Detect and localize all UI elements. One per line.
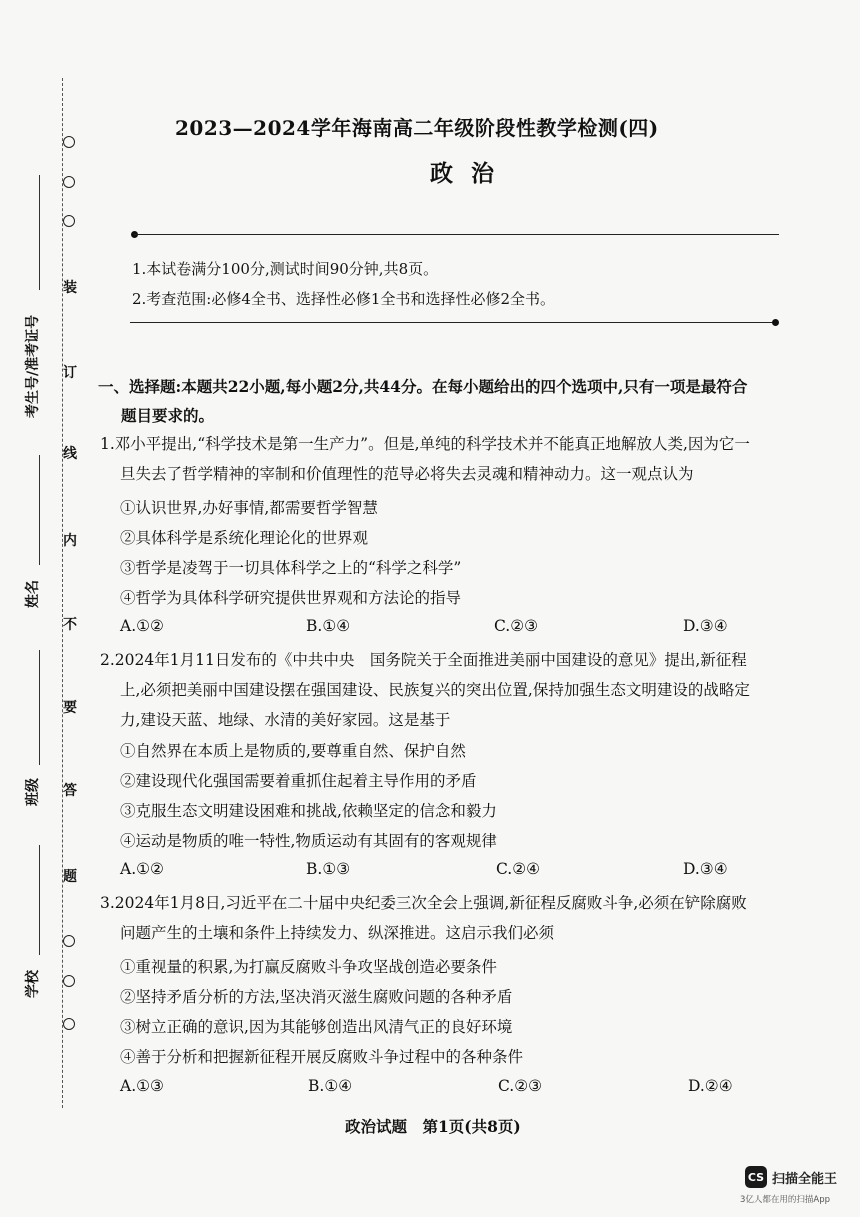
binding-char: 不 [63,617,77,633]
question-1-option-a[interactable]: A.①② [120,617,164,635]
question-3-item: ②坚持矛盾分析的方法,坚决消灭滋生腐败问题的各种矛盾 [120,988,513,1006]
question-2-stem: 力,建设天蓝、地绿、水清的美好家园。这是基于 [120,711,451,729]
question-3-stem: 问题产生的土壤和条件上持续发力、纵深推进。这启示我们必须 [120,924,555,942]
exam-id-field-line[interactable] [39,175,40,290]
binding-hole-circle [63,975,75,987]
class-field-label: 班级 [25,778,41,806]
school-field-label: 学校 [25,970,41,998]
question-3-option-c[interactable]: C.②③ [498,1077,543,1095]
question-1-item: ③哲学是凌驾于一切具体科学之上的“科学之科学” [120,559,462,577]
question-2-item: ②建设现代化强国需要着重抓住起着主导作用的矛盾 [120,772,477,790]
scanner-watermark [745,1166,837,1188]
page-footer: 政治试题 第1页(共8页) [345,1117,521,1136]
binding-hole-circle [63,215,75,227]
question-3-option-b[interactable]: B.①④ [308,1077,353,1095]
rule-dot [772,319,779,326]
binding-hole-circle [63,136,75,148]
question-2-stem: 上,必须把美丽中国建设摆在强国建设、民族复兴的突出位置,保持加强生态文明建设的战略定 [120,681,750,699]
question-2-option-b[interactable]: B.①③ [306,860,351,878]
binding-char: 要 [63,700,77,716]
school-field-line[interactable] [39,845,40,955]
question-3-option-a[interactable]: A.①③ [120,1077,164,1095]
question-2-option-d[interactable]: D.③④ [683,860,728,878]
exam-id-field-label: 考生号/准考证号 [25,314,41,418]
watermark-tagline: 3亿人都在用的扫描App [740,1195,831,1205]
question-1-option-d[interactable]: D.③④ [683,617,728,635]
binding-hole-circle [63,935,75,947]
question-2-item: ③克服生态文明建设困难和挑战,依赖坚定的信念和毅力 [120,802,497,820]
watermark-name: 扫描全能王 [772,1171,838,1187]
name-field-label: 姓名 [25,580,41,608]
subject-title: 政治 [430,160,512,187]
bottom-rule [130,322,775,323]
name-field-line[interactable] [39,455,40,565]
question-3-item: ①重视量的积累,为打赢反腐败斗争攻坚战创造必要条件 [120,958,497,976]
question-1-stem: 旦失去了哲学精神的宰制和价值理性的范导必将失去灵魂和精神动力。这一观点认为 [120,465,694,483]
binding-char: 订 [63,365,77,381]
question-3-option-d[interactable]: D.②④ [688,1077,733,1095]
question-1-item: ②具体科学是系统化理论化的世界观 [120,529,369,547]
section-heading-line: 题目要求的。 [121,406,215,425]
binding-char: 题 [63,869,77,885]
question-3-item: ④善于分析和把握新征程开展反腐败斗争过程中的各种条件 [120,1048,524,1066]
binding-dashed-line [62,78,63,1108]
question-1-item: ①认识世界,办好事情,都需要哲学智慧 [120,499,378,517]
question-1-item: ④哲学为具体科学研究提供世界观和方法论的指导 [120,589,462,607]
binding-hole-circle [63,1018,75,1030]
binding-char: 线 [63,446,77,462]
binding-char: 答 [63,783,77,799]
question-3-stem: 3.2024年1月8日,习近平在二十届中央纪委三次全会上强调,新征程反腐败斗争,必须在铲除腐败 [100,894,747,912]
section-heading-line: 一、选择题:本题共22小题,每小题2分,共44分。在每小题给出的四个选项中,只有一项是最符合 [98,377,748,396]
exam-note-2: 2.考查范围:必修4全书、选择性必修1全书和选择性必修2全书。 [132,290,555,308]
question-2-item: ①自然界在本质上是物质的,要尊重自然、保护自然 [120,742,466,760]
question-2-option-a[interactable]: A.①② [120,860,164,878]
question-1-stem: 1.邓小平提出,“科学技术是第一生产力”。但是,单纯的科学技术并不能真正地解放人类,因为它一 [100,435,750,453]
binding-char: 装 [63,280,77,296]
exam-title: 2023—2024学年海南高二年级阶段性教学检测(四) [175,116,659,140]
question-3-item: ③树立正确的意识,因为其能够创造出风清气正的良好环境 [120,1018,513,1036]
question-1-option-b[interactable]: B.①④ [306,617,351,635]
class-field-line[interactable] [39,650,40,765]
question-1-option-c[interactable]: C.②③ [494,617,539,635]
question-2-option-c[interactable]: C.②④ [496,860,541,878]
top-rule [134,234,779,235]
binding-hole-circle [63,176,75,188]
exam-note-1: 1.本试卷满分100分,测试时间90分钟,共8页。 [132,260,439,278]
question-2-item: ④运动是物质的唯一特性,物质运动有其固有的客观规律 [120,832,497,850]
camscanner-logo-icon: CS [745,1166,767,1188]
binding-char: 内 [63,533,77,549]
section-heading [100,372,840,430]
question-2-stem: 2.2024年1月11日发布的《中共中央 国务院关于全面推进美丽中国建设的意见》提出,新征程 [100,651,747,669]
